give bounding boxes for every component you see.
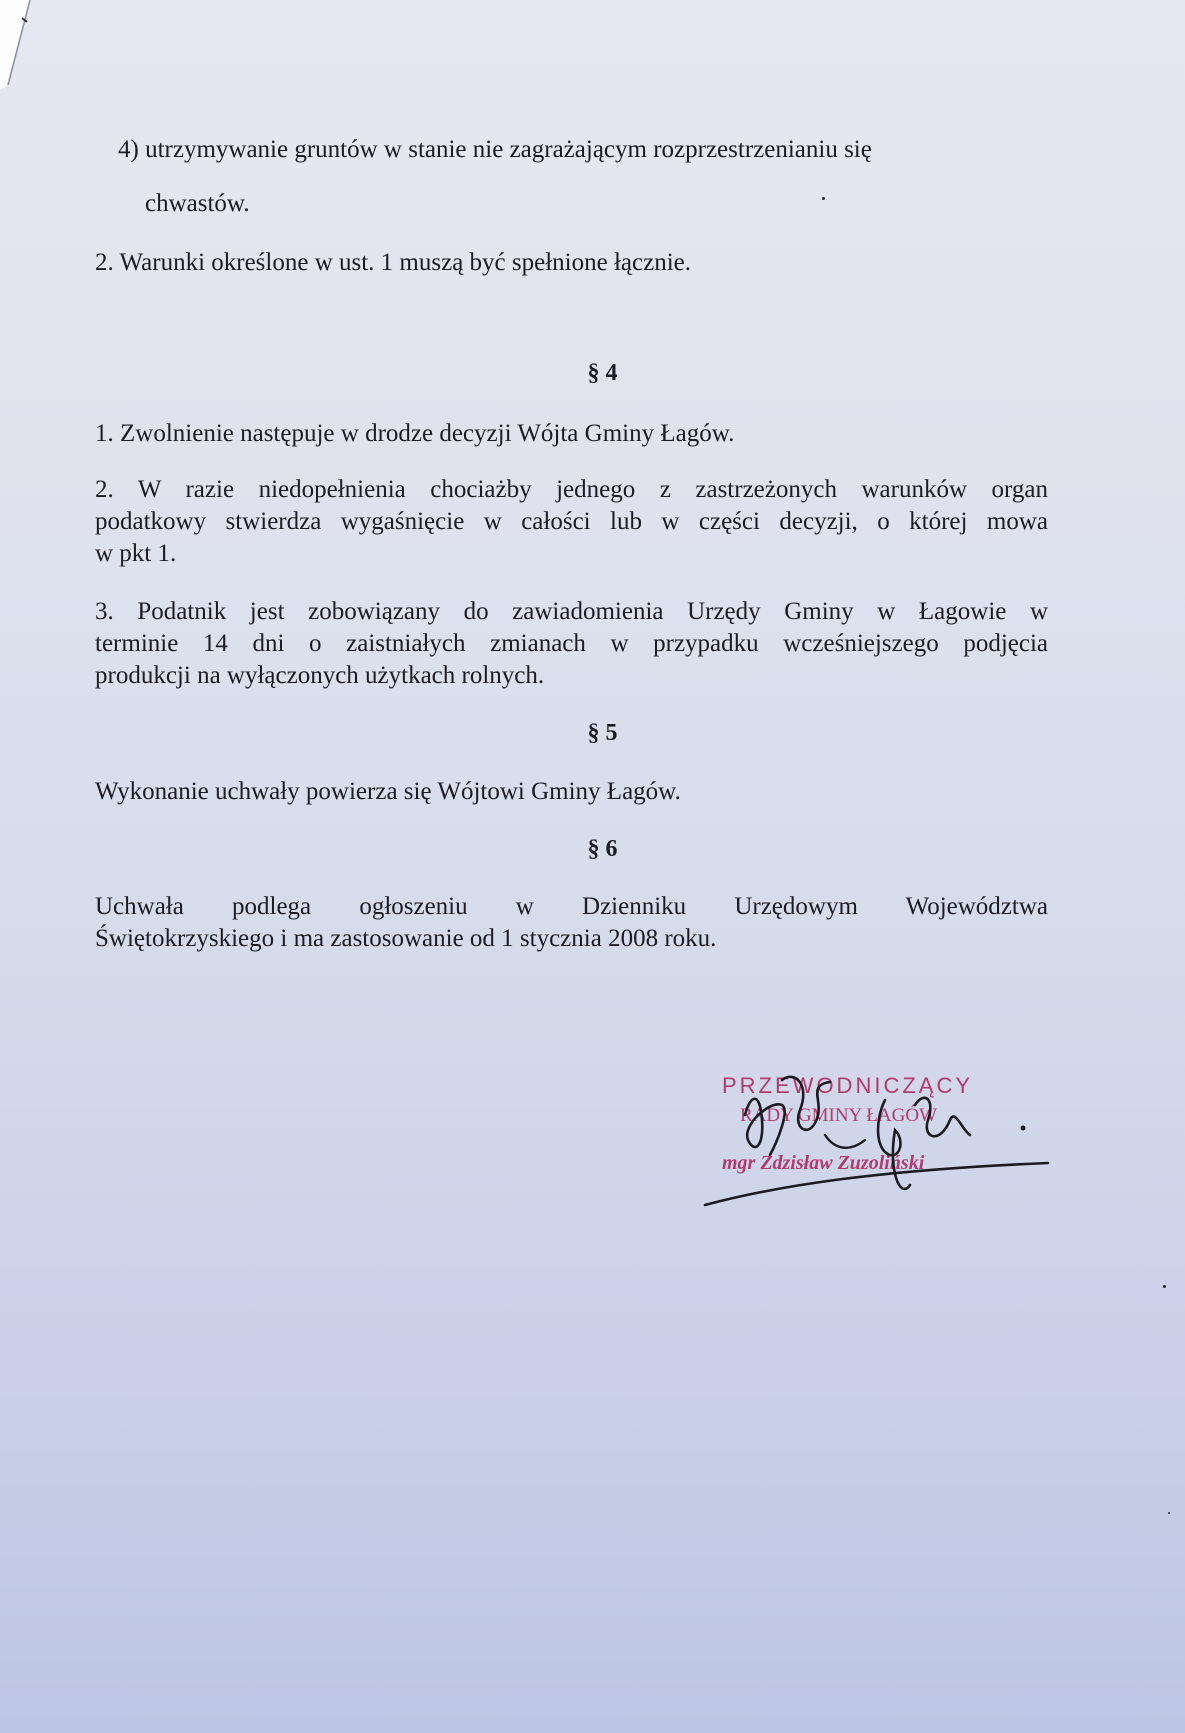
stamp-name: mgr Zdzisław Zuzoliński [722, 1152, 925, 1174]
scan-speck [1168, 1512, 1170, 1514]
section-4-point-2 [95, 474, 1048, 570]
section-4-heading: § 4 [587, 360, 618, 386]
section-6-line-1: Uchwała podlega ogłoszeniu w Dzienniku Urzędowym Województwa [95, 893, 1048, 920]
section-5-heading: § 5 [587, 720, 618, 746]
scan-speck [822, 197, 825, 200]
scan-speck [1163, 1285, 1166, 1288]
section-4-point-2-line-2: podatkowy stwierdza wygaśnięcie w całości lub w części decyzji, o której mowa [95, 508, 1048, 535]
item-4-line-2: chwastów. [145, 190, 250, 217]
section-6-text [95, 891, 1048, 955]
section-4-point-3 [95, 596, 1048, 692]
section-3-point-2: 2. Warunki określone w ust. 1 muszą być spełnione łącznie. [95, 249, 691, 276]
section-4-point-2-line-1: 2. W razie niedopełnienia chociażby jednego z zastrzeżonych warunków organ [95, 476, 1048, 503]
section-4-point-3-line-2: terminie 14 dni o zaistniałych zmianach w przypadku wcześniejszego podjęcia [95, 630, 1048, 657]
stamp-council: RADY GMINY ŁAGÓW [740, 1105, 938, 1126]
section-4-point-1: 1. Zwolnienie następuje w drodze decyzji Wójta Gminy Łagów. [95, 420, 735, 447]
handwritten-signature [700, 1060, 1060, 1220]
section-5-text: Wykonanie uchwały powierza się Wójtowi Gminy Łagów. [95, 778, 681, 805]
scan-corner-mark [0, 0, 40, 90]
section-6-heading: § 6 [587, 836, 618, 862]
item-4-line-1: 4) utrzymywanie gruntów w stanie nie zagrażającym rozprzestrzenianiu się [118, 136, 872, 163]
stamp-title: PRZEWODNICZĄCY [722, 1073, 973, 1098]
section-4-point-3-line-3: produkcji na wyłączonych użytkach rolnych. [95, 662, 545, 689]
section-4-point-2-line-3: w pkt 1. [95, 540, 177, 567]
section-6-line-2: Świętokrzyskiego i ma zastosowanie od 1 stycznia 2008 roku. [95, 925, 717, 952]
section-4-point-3-line-1: 3. Podatnik jest zobowiązany do zawiadomienia Urzędy Gminy w Łagowie w [95, 598, 1048, 625]
